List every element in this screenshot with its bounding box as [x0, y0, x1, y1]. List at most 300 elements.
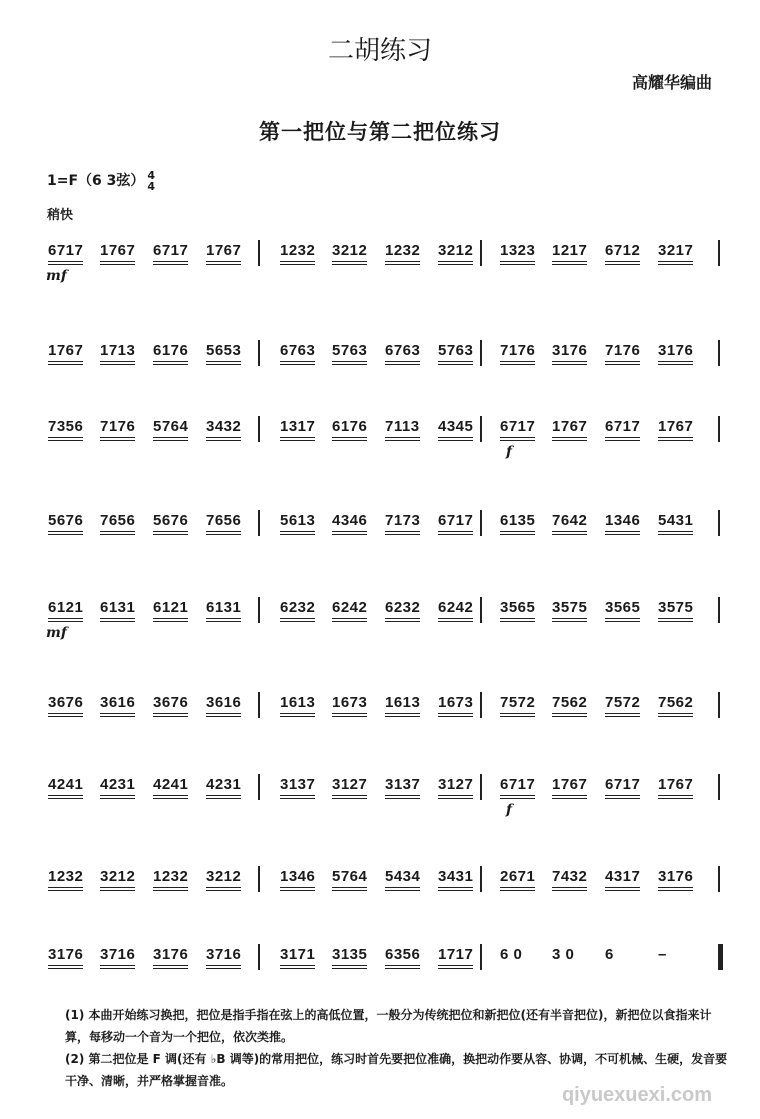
- note-group: 6: [605, 946, 614, 963]
- note-group: 4231: [206, 776, 241, 793]
- beam-line: [385, 795, 420, 796]
- beam-line: [332, 713, 367, 714]
- beam-line: [332, 716, 367, 717]
- beam-line: [552, 887, 587, 888]
- beam-line: [438, 795, 473, 796]
- beam-line: [385, 531, 420, 532]
- beam-line: [206, 531, 241, 532]
- note-group: 5763: [332, 342, 367, 359]
- bar-line: [480, 597, 482, 623]
- key-text: 1=F（6 3弦）: [47, 173, 145, 189]
- note-group: 6717: [48, 242, 83, 259]
- beam-line: [438, 437, 473, 438]
- note-group: 6121: [153, 599, 188, 616]
- bar-line: [480, 340, 482, 366]
- beam-line: [438, 361, 473, 362]
- note-group: 3431: [438, 868, 473, 885]
- beam-line: [438, 887, 473, 888]
- beam-line: [605, 795, 640, 796]
- bar-line: [258, 774, 260, 800]
- bar-line: [718, 416, 720, 442]
- note-group: 5434: [385, 868, 420, 885]
- note-group: 3212: [438, 242, 473, 259]
- note-group: 3212: [100, 868, 135, 885]
- notation-system: [40, 680, 730, 740]
- beam-line: [153, 618, 188, 619]
- beam-line: [153, 534, 188, 535]
- beam-line: [605, 887, 640, 888]
- beam-line: [385, 716, 420, 717]
- beam-line: [552, 534, 587, 535]
- note-group: 1317: [280, 418, 315, 435]
- bar-line: [718, 692, 720, 718]
- beam-line: [605, 534, 640, 535]
- beam-line: [332, 261, 367, 262]
- beam-line: [552, 264, 587, 265]
- beam-line: [48, 361, 83, 362]
- beam-line: [48, 795, 83, 796]
- beam-line: [500, 261, 535, 262]
- beam-line: [500, 890, 535, 891]
- beam-line: [48, 261, 83, 262]
- note-group: 3171: [280, 946, 315, 963]
- beam-line: [48, 887, 83, 888]
- beam-line: [605, 618, 640, 619]
- beam-line: [48, 716, 83, 717]
- beam-line: [100, 798, 135, 799]
- note-group: 1767: [206, 242, 241, 259]
- bar-line: [718, 597, 720, 623]
- beam-line: [658, 618, 693, 619]
- beam-line: [500, 364, 535, 365]
- note-group: 5653: [206, 342, 241, 359]
- note-group: 6 0: [500, 946, 523, 963]
- note-group: 3 0: [552, 946, 575, 963]
- beam-line: [280, 440, 315, 441]
- note-group: 1673: [332, 694, 367, 711]
- beam-line: [500, 716, 535, 717]
- beam-line: [438, 716, 473, 717]
- beam-line: [100, 261, 135, 262]
- beam-line: [153, 890, 188, 891]
- note-group: 3176: [48, 946, 83, 963]
- beam-line: [153, 713, 188, 714]
- beam-line: [438, 534, 473, 535]
- note-group: 3616: [100, 694, 135, 711]
- beam-line: [280, 795, 315, 796]
- beam-line: [100, 361, 135, 362]
- bar-line: [258, 510, 260, 536]
- note-group: 1767: [658, 776, 693, 793]
- beam-line: [100, 713, 135, 714]
- note-group: 3135: [332, 946, 367, 963]
- beam-line: [332, 795, 367, 796]
- beam-line: [153, 621, 188, 622]
- note-group: 7572: [605, 694, 640, 711]
- beam-line: [552, 890, 587, 891]
- beam-line: [280, 534, 315, 535]
- beam-line: [385, 798, 420, 799]
- beam-line: [332, 965, 367, 966]
- beam-line: [438, 798, 473, 799]
- beam-line: [100, 965, 135, 966]
- beam-line: [206, 965, 241, 966]
- note-group: 1232: [48, 868, 83, 885]
- note-group: 1767: [100, 242, 135, 259]
- beam-line: [605, 798, 640, 799]
- note-group: 5431: [658, 512, 693, 529]
- beam-line: [332, 361, 367, 362]
- note-group: 6131: [100, 599, 135, 616]
- beam-line: [48, 264, 83, 265]
- note-group: 6763: [280, 342, 315, 359]
- bar-line: [258, 692, 260, 718]
- beam-line: [438, 965, 473, 966]
- beam-line: [658, 534, 693, 535]
- beam-line: [153, 968, 188, 969]
- beam-line: [280, 713, 315, 714]
- beam-line: [48, 798, 83, 799]
- beam-line: [100, 968, 135, 969]
- beam-line: [552, 531, 587, 532]
- note-group: 3176: [552, 342, 587, 359]
- note-group: 2671: [500, 868, 535, 885]
- notation-system: [40, 854, 730, 914]
- beam-line: [280, 361, 315, 362]
- beam-line: [658, 713, 693, 714]
- beam-line: [153, 716, 188, 717]
- beam-line: [48, 618, 83, 619]
- beam-line: [658, 440, 693, 441]
- beam-line: [500, 618, 535, 619]
- note-group: 7356: [48, 418, 83, 435]
- watermark: qiyuexuexi.com: [561, 1084, 712, 1106]
- beam-line: [552, 364, 587, 365]
- note-group: 3176: [658, 342, 693, 359]
- beam-line: [658, 798, 693, 799]
- beam-line: [332, 890, 367, 891]
- note-group: 1717: [438, 946, 473, 963]
- beam-line: [385, 965, 420, 966]
- notation-system: [40, 932, 730, 992]
- beam-line: [280, 437, 315, 438]
- beam-line: [280, 798, 315, 799]
- beam-line: [100, 795, 135, 796]
- note-group: 1767: [48, 342, 83, 359]
- note-group: 3565: [500, 599, 535, 616]
- beam-line: [658, 264, 693, 265]
- note-group: 7113: [385, 418, 420, 435]
- beam-line: [100, 716, 135, 717]
- note-group: 6763: [385, 342, 420, 359]
- beam-line: [206, 437, 241, 438]
- note-group: 3137: [385, 776, 420, 793]
- beam-line: [438, 364, 473, 365]
- note-group: 6242: [438, 599, 473, 616]
- beam-line: [100, 534, 135, 535]
- note-group: 5613: [280, 512, 315, 529]
- beam-line: [552, 618, 587, 619]
- beam-line: [658, 887, 693, 888]
- beam-line: [48, 965, 83, 966]
- beam-line: [332, 531, 367, 532]
- note-group: 1217: [552, 242, 587, 259]
- bar-line: [480, 240, 482, 266]
- footnote-2: (2) 第二把位是 F 调(还有 ♭B 调等)的常用把位，练习时首先要把位准确，换把动作要从容、协调，不可机械、生硬，发音要干净、清晰，并严格掌握音准。: [65, 1052, 728, 1088]
- bar-line: [258, 597, 260, 623]
- beam-line: [153, 261, 188, 262]
- time-signature: [147, 170, 155, 192]
- beam-line: [153, 531, 188, 532]
- beam-line: [48, 440, 83, 441]
- notation-system: [40, 762, 730, 822]
- beam-line: [48, 621, 83, 622]
- beam-line: [658, 890, 693, 891]
- beam-line: [280, 618, 315, 619]
- beam-line: [500, 437, 535, 438]
- notation-system: [40, 228, 730, 288]
- note-group: 3716: [206, 946, 241, 963]
- beam-line: [385, 361, 420, 362]
- key-signature: [47, 170, 155, 192]
- note-group: 1232: [280, 242, 315, 259]
- beam-line: [100, 890, 135, 891]
- beam-line: [206, 361, 241, 362]
- beam-line: [438, 618, 473, 619]
- beam-line: [48, 534, 83, 535]
- beam-line: [552, 361, 587, 362]
- note-group: 3176: [153, 946, 188, 963]
- note-group: 6717: [438, 512, 473, 529]
- note-group: –: [658, 946, 667, 963]
- beam-line: [100, 621, 135, 622]
- note-group: 6242: [332, 599, 367, 616]
- beam-line: [658, 361, 693, 362]
- beam-line: [206, 887, 241, 888]
- beam-line: [153, 795, 188, 796]
- beam-line: [332, 621, 367, 622]
- note-group: 5676: [48, 512, 83, 529]
- beam-line: [206, 440, 241, 441]
- note-group: 1613: [280, 694, 315, 711]
- note-group: 3676: [153, 694, 188, 711]
- beam-line: [206, 618, 241, 619]
- note-group: 3212: [206, 868, 241, 885]
- note-group: 7432: [552, 868, 587, 885]
- note-group: 4241: [153, 776, 188, 793]
- beam-line: [206, 798, 241, 799]
- note-group: 6717: [605, 776, 640, 793]
- beam-line: [48, 713, 83, 714]
- note-group: 1713: [100, 342, 135, 359]
- bar-line: [480, 510, 482, 536]
- beam-line: [280, 965, 315, 966]
- beam-line: [48, 968, 83, 969]
- beam-line: [500, 798, 535, 799]
- beam-line: [280, 716, 315, 717]
- beam-line: [280, 264, 315, 265]
- beam-line: [332, 968, 367, 969]
- beam-line: [658, 261, 693, 262]
- beam-line: [605, 531, 640, 532]
- beam-line: [206, 364, 241, 365]
- bar-line: [718, 866, 720, 892]
- beam-line: [100, 618, 135, 619]
- time-bottom: 4: [147, 180, 156, 193]
- beam-line: [385, 618, 420, 619]
- tempo-marking: 稍快: [47, 208, 74, 223]
- note-group: 3575: [658, 599, 693, 616]
- note-group: 6717: [500, 776, 535, 793]
- beam-line: [153, 965, 188, 966]
- note-group: 1767: [658, 418, 693, 435]
- beam-line: [100, 531, 135, 532]
- note-group: 3716: [100, 946, 135, 963]
- beam-line: [552, 621, 587, 622]
- beam-line: [500, 440, 535, 441]
- beam-line: [438, 440, 473, 441]
- beam-line: [280, 364, 315, 365]
- beam-line: [280, 621, 315, 622]
- beam-line: [385, 264, 420, 265]
- beam-line: [153, 437, 188, 438]
- bar-line: [718, 510, 720, 536]
- beam-line: [438, 713, 473, 714]
- note-group: 3127: [332, 776, 367, 793]
- note-group: 3127: [438, 776, 473, 793]
- note-group: 6356: [385, 946, 420, 963]
- beam-line: [658, 621, 693, 622]
- beam-line: [385, 440, 420, 441]
- note-group: 1613: [385, 694, 420, 711]
- beam-line: [500, 795, 535, 796]
- beam-line: [605, 713, 640, 714]
- notation-system: [40, 585, 730, 645]
- note-group: 6135: [500, 512, 535, 529]
- note-group: 3212: [332, 242, 367, 259]
- note-group: 6232: [385, 599, 420, 616]
- note-group: 5763: [438, 342, 473, 359]
- beam-line: [438, 531, 473, 532]
- notation-system: [40, 328, 730, 388]
- bar-line: [480, 944, 482, 970]
- bar-line: [480, 866, 482, 892]
- note-group: 3432: [206, 418, 241, 435]
- note-group: 6717: [500, 418, 535, 435]
- bar-line: [718, 774, 720, 800]
- beam-line: [206, 534, 241, 535]
- beam-line: [332, 798, 367, 799]
- beam-line: [385, 621, 420, 622]
- beam-line: [48, 531, 83, 532]
- beam-line: [206, 968, 241, 969]
- beam-line: [500, 531, 535, 532]
- beam-line: [658, 531, 693, 532]
- beam-line: [500, 621, 535, 622]
- beam-line: [206, 713, 241, 714]
- beam-line: [658, 364, 693, 365]
- notation-system: [40, 498, 730, 558]
- note-group: 7176: [605, 342, 640, 359]
- beam-line: [332, 264, 367, 265]
- beam-line: [385, 261, 420, 262]
- beam-line: [332, 440, 367, 441]
- beam-line: [500, 361, 535, 362]
- beam-line: [100, 364, 135, 365]
- note-group: 6712: [605, 242, 640, 259]
- composer-credit: 高耀华编曲: [631, 73, 712, 92]
- time-top: 4: [147, 169, 156, 182]
- bar-line: [718, 340, 720, 366]
- note-group: 6121: [48, 599, 83, 616]
- note-group: 5676: [153, 512, 188, 529]
- note-group: 4346: [332, 512, 367, 529]
- beam-line: [206, 716, 241, 717]
- section-title: 第一把位与第二把位练习: [259, 119, 501, 144]
- note-group: 6176: [153, 342, 188, 359]
- beam-line: [500, 264, 535, 265]
- footnote-1: (1) 本曲开始练习换把，把位是指手指在弦上的高低位置，一般分为传统把位和新把位(还有半音把位)，新把位以食指来计算，每移动一个音为一个把位，依次类推。: [65, 1008, 712, 1044]
- bar-line: [480, 774, 482, 800]
- beam-line: [438, 261, 473, 262]
- beam-line: [385, 713, 420, 714]
- note-group: 7173: [385, 512, 420, 529]
- beam-line: [280, 968, 315, 969]
- dynamic-marking: mf: [46, 268, 67, 284]
- beam-line: [438, 621, 473, 622]
- beam-line: [605, 890, 640, 891]
- beam-line: [332, 534, 367, 535]
- note-group: 5764: [153, 418, 188, 435]
- beam-line: [48, 437, 83, 438]
- beam-line: [552, 716, 587, 717]
- note-group: 6717: [153, 242, 188, 259]
- beam-line: [438, 890, 473, 891]
- beam-line: [438, 264, 473, 265]
- beam-line: [500, 887, 535, 888]
- beam-line: [658, 716, 693, 717]
- beam-line: [552, 795, 587, 796]
- beam-line: [48, 890, 83, 891]
- beam-line: [100, 437, 135, 438]
- bar-line: [258, 240, 260, 266]
- note-group: 4345: [438, 418, 473, 435]
- dynamic-marking: f: [506, 444, 513, 460]
- note-group: 1346: [605, 512, 640, 529]
- beam-line: [552, 798, 587, 799]
- beam-line: [385, 364, 420, 365]
- beam-line: [605, 440, 640, 441]
- beam-line: [552, 437, 587, 438]
- beam-line: [385, 534, 420, 535]
- beam-line: [280, 531, 315, 532]
- beam-line: [206, 264, 241, 265]
- bar-line: [258, 866, 260, 892]
- beam-line: [605, 264, 640, 265]
- note-group: 3217: [658, 242, 693, 259]
- beam-line: [500, 534, 535, 535]
- bar-line: [718, 240, 720, 266]
- beam-line: [332, 364, 367, 365]
- beam-line: [605, 364, 640, 365]
- beam-line: [100, 887, 135, 888]
- beam-line: [605, 261, 640, 262]
- note-group: 1323: [500, 242, 535, 259]
- beam-line: [332, 437, 367, 438]
- beam-line: [605, 437, 640, 438]
- note-group: 7176: [100, 418, 135, 435]
- note-group: 1767: [552, 418, 587, 435]
